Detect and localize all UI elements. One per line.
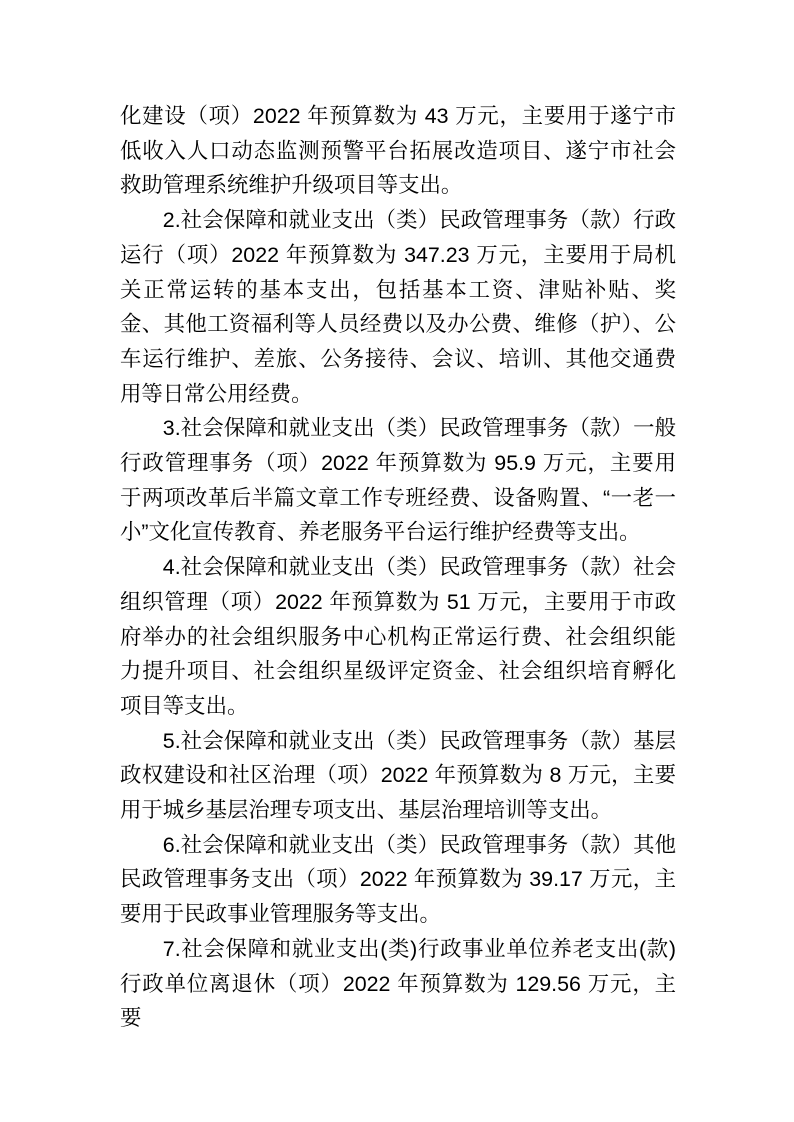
paragraph-item-7: 7.社会保障和就业支出(类)行政事业单位养老支出(款)行政单位离退休（项）2022 年预算数为 129.56 万元，主要 [120,936,676,1031]
paragraph-item-6: 6.社会保障和就业支出（类）民政管理事务（款）其他民政管理事务支出（项）2022 年预算数为 39.17 万元，主要用于民政事业管理服务等支出。 [120,832,676,927]
paragraph-item-2: 2.社会保障和就业支出（类）民政管理事务（款）行政运行（项）2022 年预算数为 347.23 万元，主要用于局机关正常运转的基本支出，包括基本工资、津贴补贴、奖金、其他工资福利等人员经费以及办公费、维修（护）、公车运行维护、差旅、公务接待、会议、培训、其他交通费用等日常公用经费。 [120,208,676,406]
document-body [120,99,676,1036]
paragraph-item-5: 5.社会保障和就业支出（类）民政管理事务（款）基层政权建设和社区治理（项）2022 年预算数为 8 万元，主要用于城乡基层治理专项支出、基层治理培训等支出。 [120,728,676,823]
paragraph-continuation-item-1: 化建设（项）2022 年预算数为 43 万元，主要用于遂宁市低收入人口动态监测预警平台拓展改造项目、遂宁市社会救助管理系统维护升级项目等支出。 [120,104,676,198]
paragraph-item-4: 4.社会保障和就业支出（类）民政管理事务（款）社会组织管理（项）2022 年预算数为 51 万元，主要用于市政府举办的社会组织服务中心机构正常运行费、社会组织能力提升项目、社会组织星级评定资金、社会组织培育孵化项目等支出。 [120,555,676,718]
paragraph-item-3: 3.社会保障和就业支出（类）民政管理事务（款）一般行政管理事务（项）2022 年预算数为 95.9 万元，主要用于两项改革后半篇文章工作专班经费、设备购置、“一老一小”文化宣传教育、养老服务平台运行维护经费等支出。 [120,416,676,545]
